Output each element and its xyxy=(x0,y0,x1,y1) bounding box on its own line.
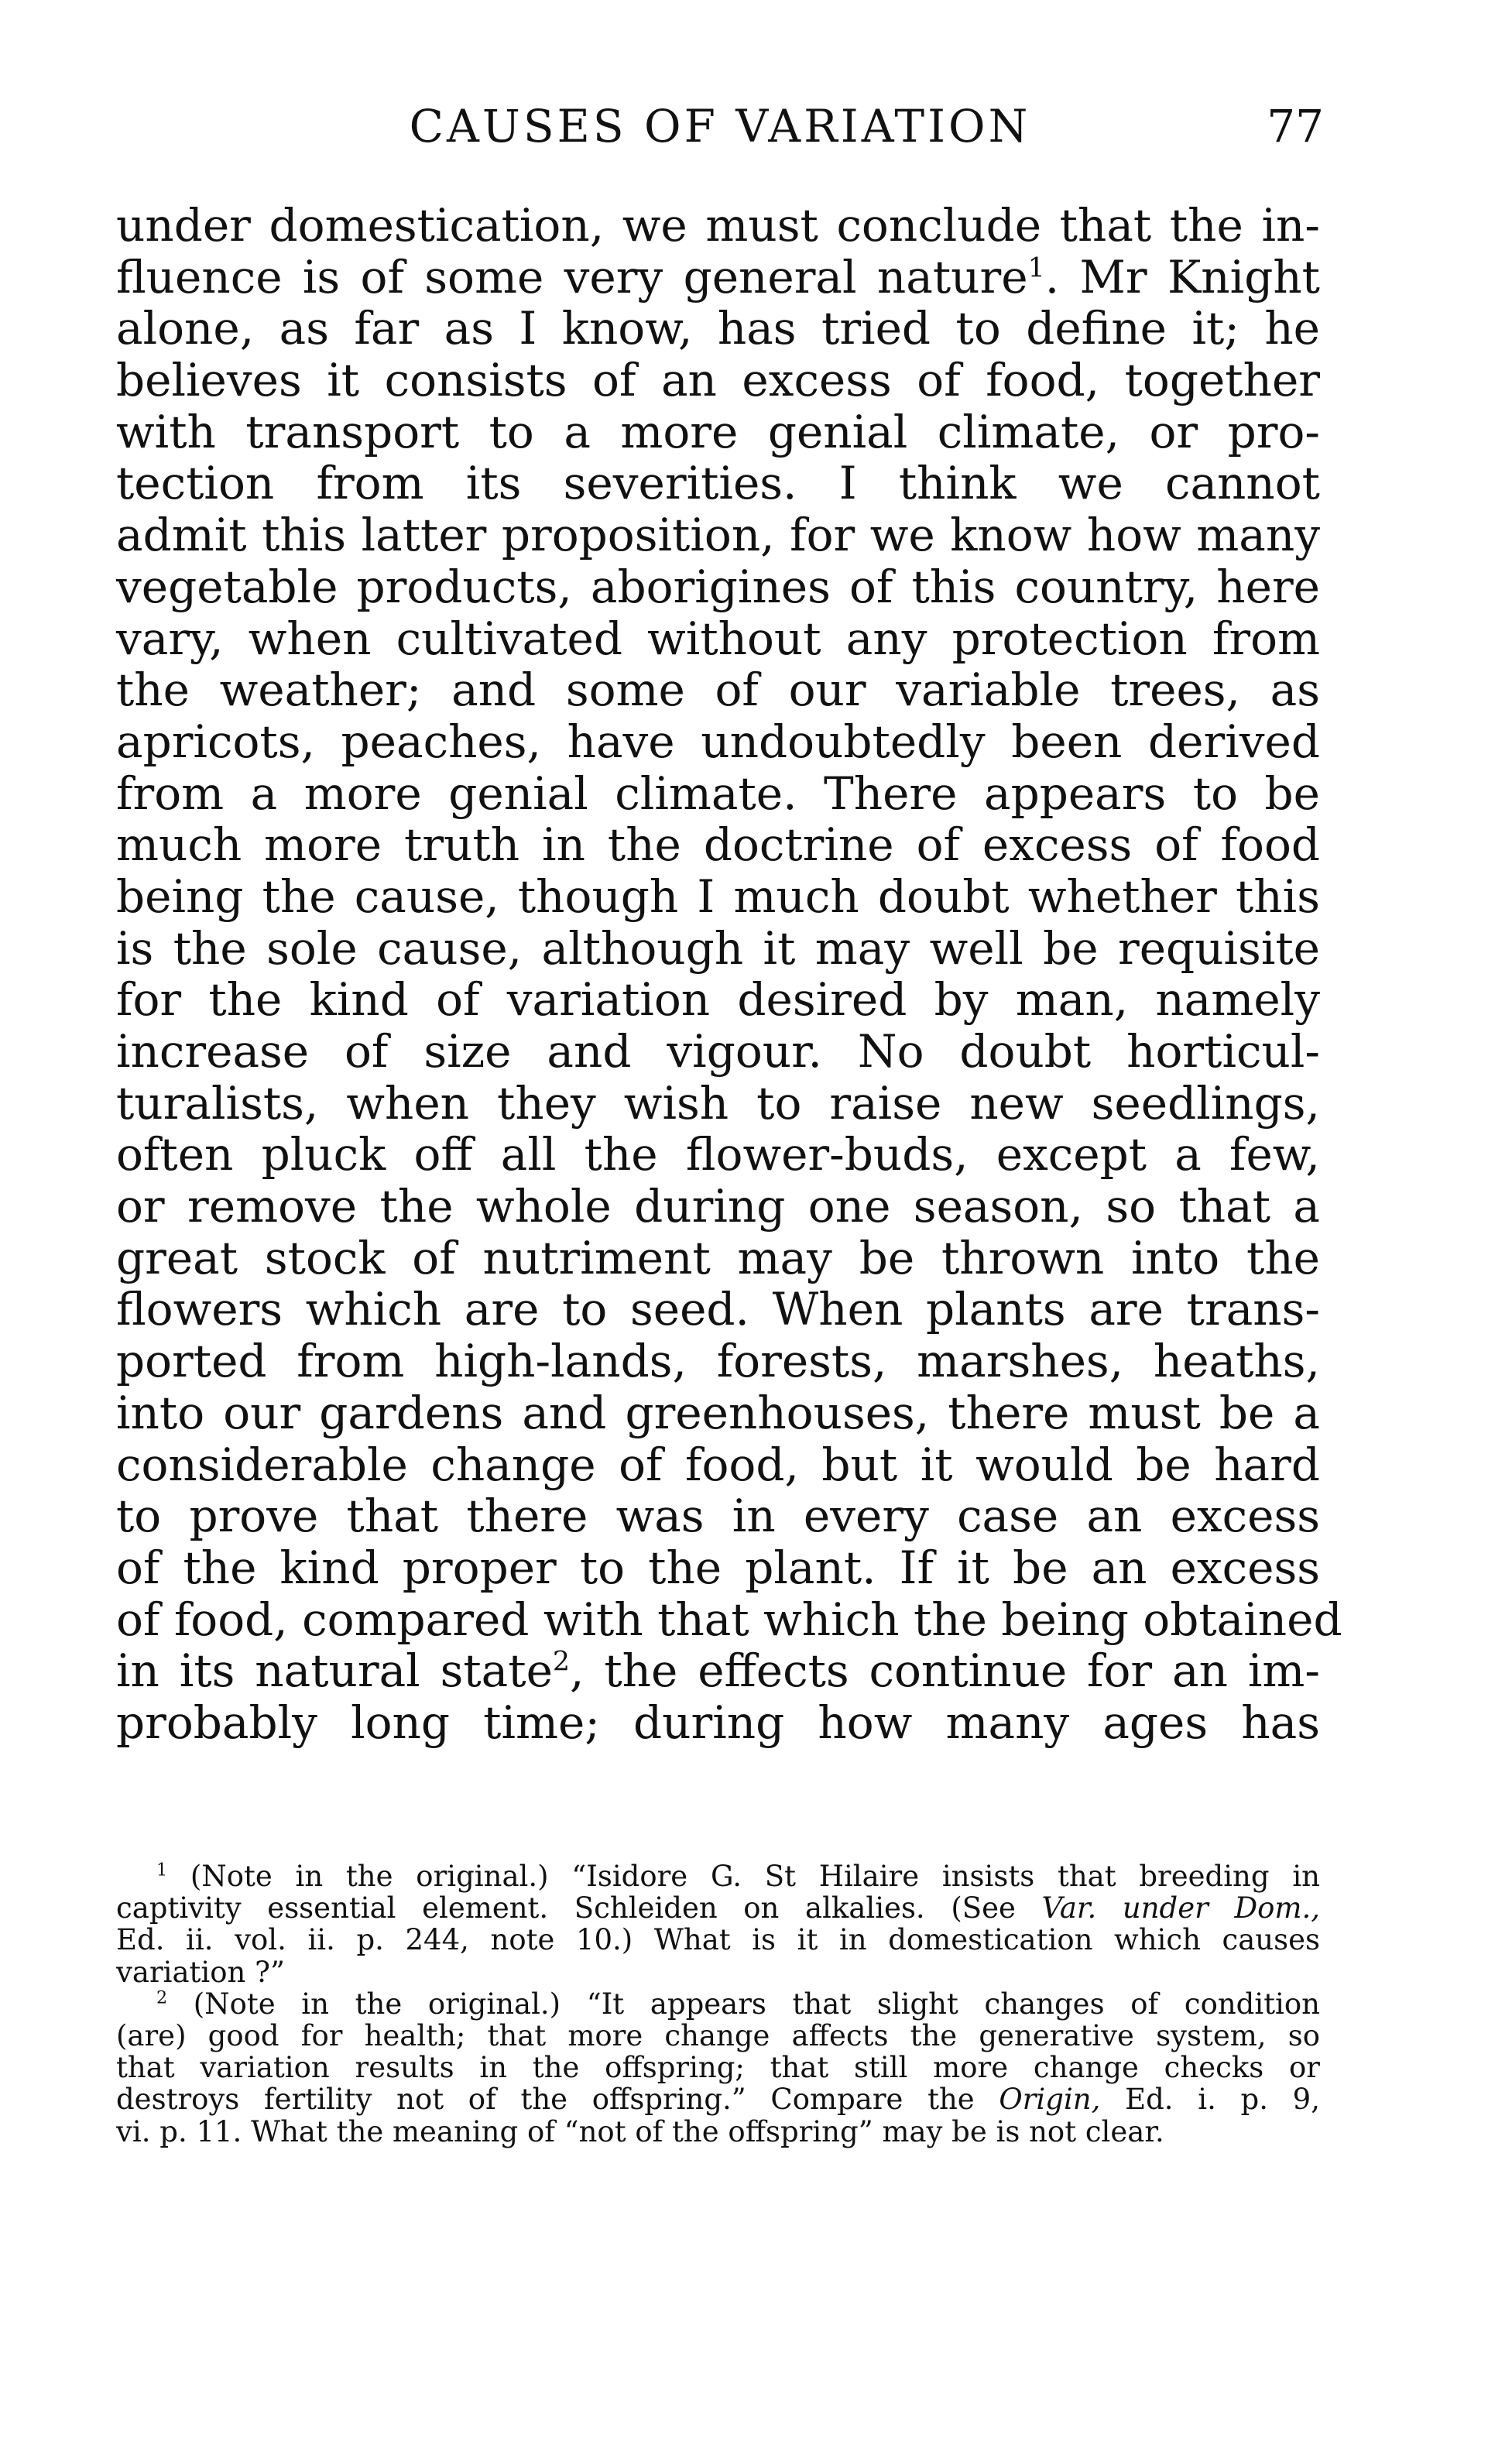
body-line: turalists, when they wish to raise new seedlings, xyxy=(116,1076,1320,1130)
footnote-1-line xyxy=(116,1892,1320,1924)
page-number: 77 xyxy=(1267,100,1324,153)
body-line: apricots, peaches, have undoubtedly been derived xyxy=(116,715,1320,768)
body-line-text: in its natural state xyxy=(116,1644,553,1698)
body-line: is the sole cause, although it may well be requisite xyxy=(116,921,1320,975)
body-line: vary, when cultivated without any protection from xyxy=(116,612,1320,665)
footnote-1-line xyxy=(116,1860,1320,1892)
running-head xyxy=(116,91,1324,161)
footnote-2-line: (are) good for health; that more change affects the generative system, so xyxy=(116,2018,1320,2052)
body-line xyxy=(116,1645,1320,1697)
body-line-text: , the effects continue for an im- xyxy=(570,1644,1320,1698)
body-line: to prove that there was in every case an excess xyxy=(116,1490,1320,1543)
body-line: from a more genial climate. There appears to be xyxy=(116,766,1320,820)
running-title: CAUSES OF VARIATION xyxy=(409,100,1031,153)
footnote-italic-title: Var. under Dom., xyxy=(1041,1891,1320,1925)
body-line: flowers which are to seed. When plants are trans- xyxy=(116,1283,1320,1336)
body-line: increase of size and vigour. No doubt horticul- xyxy=(116,1025,1320,1078)
footnote-2-line: vi. p. 11. What the meaning of “not of the offspring” may be is not clear. xyxy=(116,2114,1164,2148)
body-text xyxy=(116,199,1342,1749)
footnote-text: (Note in the original.) “Isidore G. St Hilaire insists that breeding in xyxy=(190,1860,1320,1893)
body-line: the weather; and some of our variable trees, as xyxy=(116,663,1320,717)
footnote-text: captivity essential element. Schleiden on alkalies. (See xyxy=(116,1891,1016,1925)
body-line: tection from its severities. I think we cannot xyxy=(116,457,1320,510)
body-line: considerable change of food, but it would be hard xyxy=(116,1438,1320,1491)
body-line: probably long time; during how many ages has xyxy=(116,1696,1320,1749)
footnote-2-line xyxy=(116,1988,1320,2020)
body-line: with transport to a more genial climate, or pro- xyxy=(116,405,1320,458)
body-line: much more truth in the doctrine of excess of food xyxy=(116,818,1320,872)
body-line: of the kind proper to the plant. If it be an excess xyxy=(116,1541,1320,1594)
footnote-2-line xyxy=(116,2083,1320,2115)
footnote-2-marker: 2 xyxy=(156,1987,168,2008)
footnotes xyxy=(116,1860,1320,2148)
footnote-1-line: variation ?” xyxy=(116,1955,285,1989)
body-line: alone, as far as I know, has tried to define it; he xyxy=(116,302,1320,355)
body-line: or remove the whole during one season, so that a xyxy=(116,1180,1320,1233)
footnote-text: Ed. i. p. 9, xyxy=(1125,2083,1320,2117)
footnote-italic-title: Origin, xyxy=(999,2083,1101,2117)
body-line: often pluck off all the flower-buds, except a few, xyxy=(116,1128,1320,1181)
body-line: great stock of nutriment may be thrown into the xyxy=(116,1231,1320,1284)
body-line: fluence is of some very general nature$^1$. Mr Knight xyxy=(116,250,1320,303)
body-line: of food, compared with that which the being obtained xyxy=(116,1593,1342,1646)
body-line: under domestication, we must conclude that the in- xyxy=(116,199,1320,252)
body-line: vegetable products, aborigines of this country, here xyxy=(116,560,1320,613)
body-line: admit this latter proposition, for we know how many xyxy=(116,509,1320,562)
body-line: for the kind of variation desired by man, namely xyxy=(116,973,1320,1027)
footnote-text: (Note in the original.) “It appears that slight changes of condition xyxy=(193,1987,1321,2021)
footnote-1-marker: 1 xyxy=(156,1860,168,1881)
footnote-text: destroys fertility not of the offspring.” Compare the xyxy=(116,2083,975,2117)
body-line: ported from high-lands, forests, marshes, heaths, xyxy=(116,1335,1320,1388)
footnote-1-line: Ed. ii. vol. ii. p. 244, note 10.) What is it in domestication which causes xyxy=(116,1923,1320,1957)
body-line: being the cause, though I much doubt whether this xyxy=(116,869,1320,923)
body-line: believes it consists of an excess of food, together xyxy=(116,354,1320,407)
footnote-ref-2: 2 xyxy=(552,1646,571,1678)
body-line-text: fluence is of some very general nature xyxy=(116,250,1028,303)
footnote-ref-1: 1 xyxy=(1027,252,1045,284)
body-line-text: Mr Knight xyxy=(1079,250,1320,303)
body-line: into our gardens and greenhouses, there must be a xyxy=(116,1386,1320,1439)
footnote-2-line: that variation results in the offspring; that still more change checks or xyxy=(116,2051,1320,2085)
